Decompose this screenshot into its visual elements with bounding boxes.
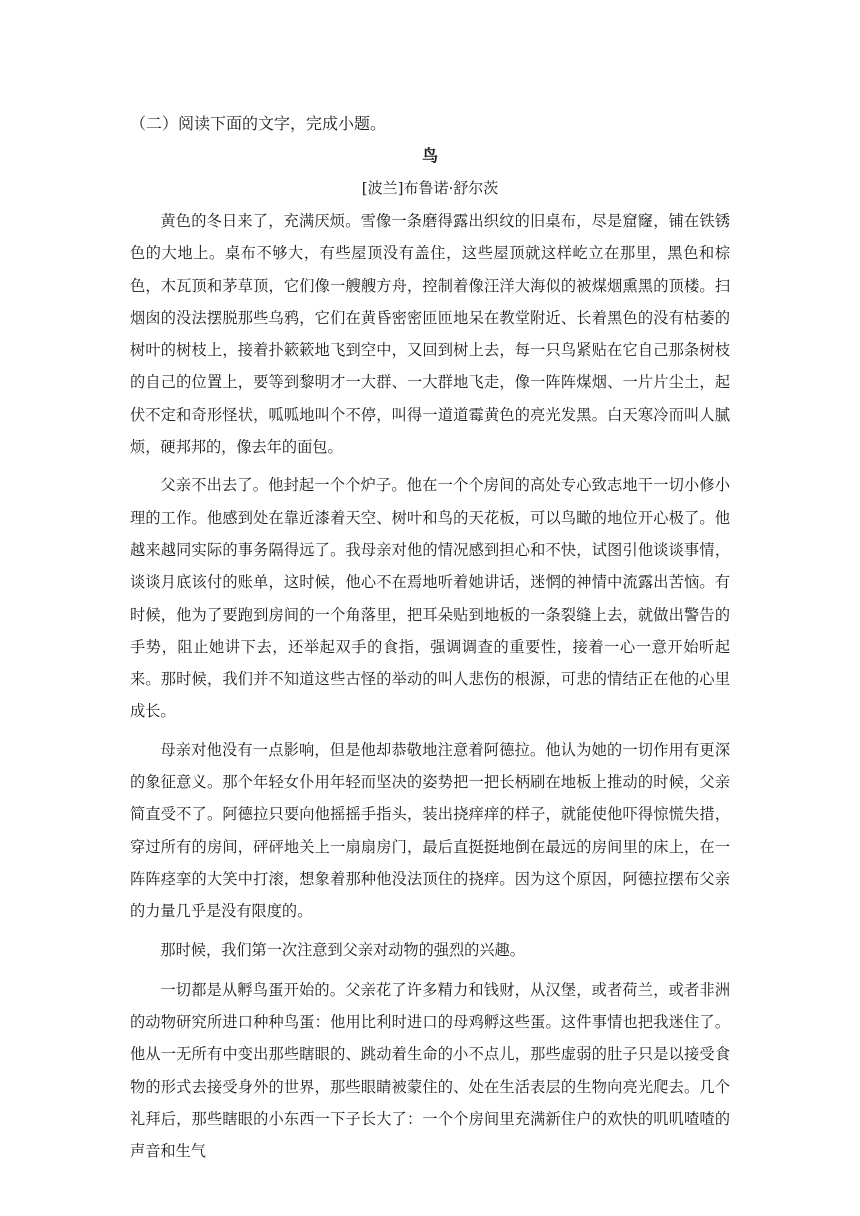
article-body (130, 205, 730, 1174)
paragraph-2: 父亲不出去了。他封起一个个炉子。他在一个个房间的高处专心致志地干一切小修小理的工作。他感到处在靠近漆着天空、树叶和鸟的天花板，可以鸟瞰的地位开心极了。他越来越同实际的事务隔得远了。我母亲对他的情况感到担心和不快，试图引他谈谈事情，谈谈月底该付的账单，这时候，他心不在焉地听着她讲话，迷惘的神情中流露出苦恼。有时候，他为了要跑到房间的一个角落里，把耳朵贴到地板的一条裂缝上去，就做出警告的手势，阻止她讲下去，还举起双手的食指，强调调查的重要性，接着一心一意开始听起来。那时候，我们并不知道这些古怪的举动的叫人悲伤的根源，可悲的情结正在他的心里成长。 (130, 476, 730, 721)
article-title: 鸟 (421, 146, 438, 165)
paragraph-5: 一切都是从孵鸟蛋开始的。父亲花了许多精力和钱财，从汉堡，或者荷兰，或者非洲的动物研究所进口种种鸟蛋：他用比利时进口的母鸡孵这些蛋。这件事情也把我迷住了。他从一无所有中变出那些瞎眼的、跳动着生命的小不点儿，那些虚弱的肚子只是以接受食物的形式去接受身外的世界，那些眼睛被蒙住的、处在生活表层的生物向亮光爬去。几个礼拜后，那些瞎眼的小东西一下子长大了：一个个房间里充满新住户的欢快的叽叽喳喳的声音和生气 (130, 980, 730, 1161)
section-heading: （二）阅读下面的文字，完成小题。 (130, 114, 387, 133)
paragraph-1: 黄色的冬日来了，充满厌烦。雪像一条磨得露出织纹的旧桌布，尽是窟窿，铺在铁锈色的大地上。桌布不够大，有些屋顶没有盖住，这些屋顶就这样屹立在那里，黑色和棕色，木瓦顶和茅草顶，它们像一艘艘方舟，控制着像汪洋大海似的被煤烟熏黑的顶楼。扫烟囱的没法摆脱那些乌鸦，它们在黄昏密密匝匝地呆在教堂附近、长着黑色的没有枯萎的树叶的树枝上，接着扑簌簌地飞到空中，又回到树上去，每一只鸟紧贴在它自己那条树枝的自己的位置上，要等到黎明才一大群、一大群地飞走，像一阵阵煤烟、一片片尘土，起伏不定和奇形怪状，呱呱地叫个不停，叫得一道道霉黄色的亮光发黑。白天寒冷而叫人腻烦，硬邦邦的，像去年的面包。 (130, 212, 730, 457)
paragraph-4: 那时候，我们第一次注意到父亲对动物的强烈的兴趣。 (160, 940, 525, 959)
paragraph-3: 母亲对他没有一点影响，但是他却恭敬地注意着阿德拉。他认为她的一切作用有更深的象征意义。那个年轻女仆用年轻而坚决的姿势把一把长柄刷在地板上推动的时候，父亲简直受不了。阿德拉只要向他摇摇手指头，装出挠痒痒的样子，就能使他吓得惊慌失措，穿过所有的房间，砰砰地关上一扇扇房门，最后直挺挺地倒在最远的房间里的床上，在一阵阵痉挛的大笑中打滚，想象着那种他没法顶住的挠痒。因为这个原因，阿德拉摆布父亲的力量几乎是没有限度的。 (130, 740, 730, 921)
article-author: [波兰]布鲁诺·舒尔茨 (361, 179, 499, 197)
